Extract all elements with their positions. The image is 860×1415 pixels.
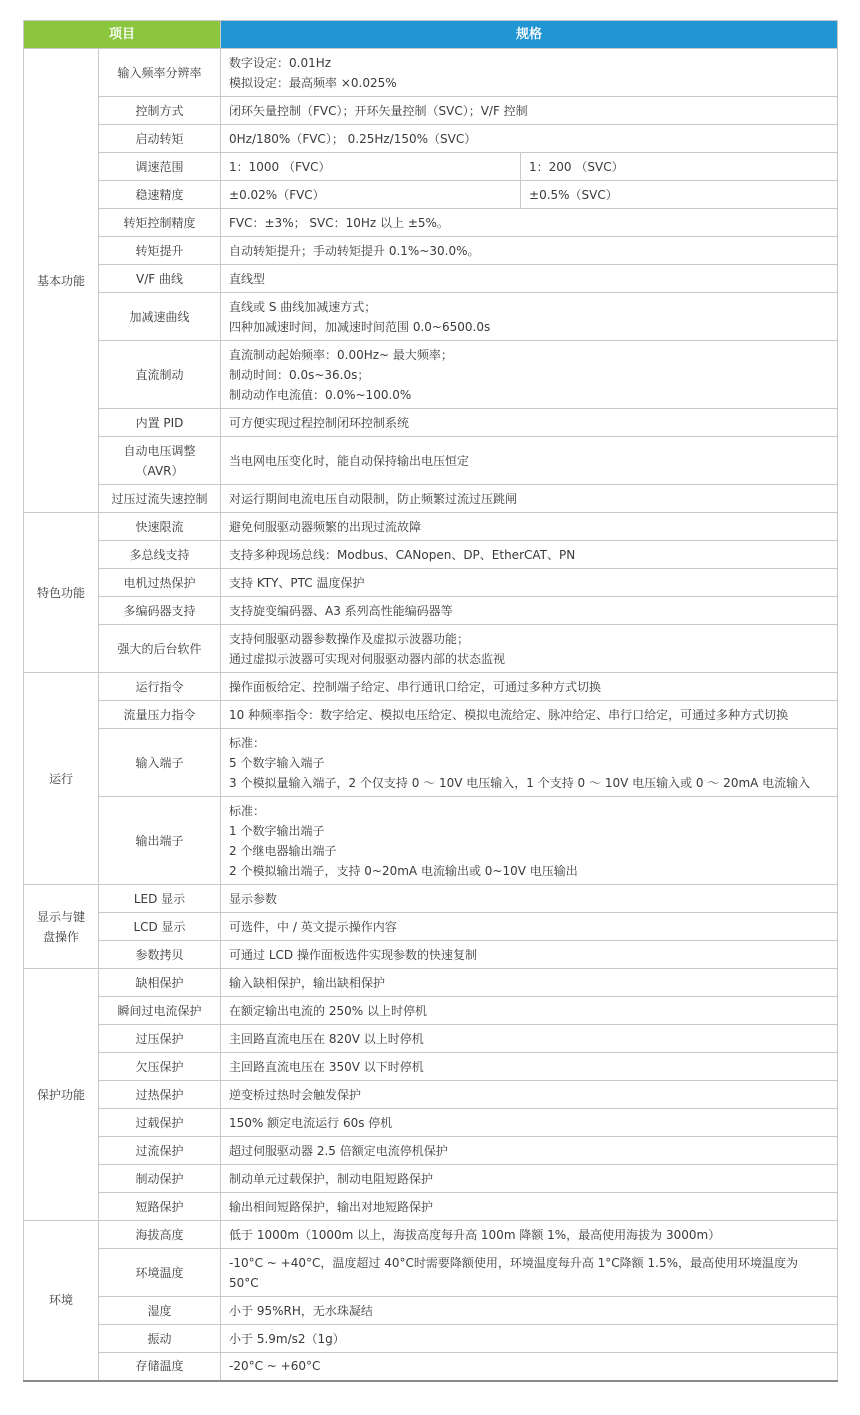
spec-value — [221, 1081, 838, 1109]
spec-value — [221, 1221, 838, 1249]
spec-table — [23, 20, 838, 1382]
item-label: 调速范围 — [99, 153, 221, 181]
spec-value — [221, 597, 838, 625]
spec-value — [221, 569, 838, 597]
group-label: 特色功能 — [24, 513, 99, 673]
table-row — [24, 969, 838, 997]
item-label: 控制方式 — [99, 97, 221, 125]
spec-value-line: 显示参数 — [229, 891, 278, 906]
spec-value-line: 支持旋变编码器、A3 系列高性能编码器等 — [229, 603, 453, 618]
spec-value-line: 支持 KTY、PTC 温度保护 — [229, 575, 365, 590]
item-label: 输出端子 — [99, 797, 221, 885]
group-label-line: 显示与键 — [36, 909, 85, 924]
spec-value — [221, 409, 838, 437]
spec-value-line: 2 个模拟输出端子，支持 0~20mA 电流输出或 0~10V 电压输出 — [229, 863, 578, 878]
table-row — [24, 701, 838, 729]
spec-body — [24, 49, 838, 1381]
table-row — [24, 1109, 838, 1137]
spec-value-svc: ±0.5%（SVC） — [521, 181, 838, 209]
spec-value-line: FVC：±3%； SVC：10Hz 以上 ±5%。 — [229, 215, 449, 230]
item-label-line: 自动电压调整 — [123, 443, 196, 458]
spec-value-line: 直线或 S 曲线加减速方式； — [229, 299, 377, 314]
spec-value-line: 标准： — [229, 803, 266, 818]
spec-value — [221, 1297, 838, 1325]
spec-value-line: 小于 95%RH，无水珠凝结 — [229, 1303, 373, 1318]
table-row — [24, 1325, 838, 1353]
table-row — [24, 1297, 838, 1325]
item-label: 电机过热保护 — [99, 569, 221, 597]
item-label: 快速限流 — [99, 513, 221, 541]
spec-value-line: 输入缺相保护，输出缺相保护 — [229, 975, 386, 990]
item-label: 多编码器支持 — [99, 597, 221, 625]
table-row — [24, 513, 838, 541]
spec-value-line: 四种加减速时间，加减速时间范围 0.0~6500.0s — [229, 319, 491, 334]
group-label: 基本功能 — [24, 49, 99, 513]
group-label: 运行 — [24, 673, 99, 885]
spec-value-line: 小于 5.9m/s2（1g） — [229, 1331, 345, 1346]
spec-value-line: 避免伺服驱动器频繁的出现过流故障 — [229, 519, 422, 534]
spec-value-line: 直流制动起始频率：0.00Hz~ 最大频率； — [229, 347, 453, 362]
item-label: V/F 曲线 — [99, 265, 221, 293]
table-row — [24, 209, 838, 237]
spec-value-line: 5 个数字输入端子 — [229, 755, 325, 770]
table-row — [24, 97, 838, 125]
item-label: 输入频率分辨率 — [99, 49, 221, 97]
spec-value — [221, 209, 838, 237]
spec-value — [221, 541, 838, 569]
spec-value-line: 150% 额定电流运行 60s 停机 — [229, 1115, 393, 1130]
item-label: 过压过流失速控制 — [99, 485, 221, 513]
table-row — [24, 1137, 838, 1165]
table-row — [24, 181, 838, 209]
table-row — [24, 885, 838, 913]
item-label: 强大的后台软件 — [99, 625, 221, 673]
spec-value-fvc: 1：1000 （FVC） — [221, 153, 521, 181]
spec-value — [221, 885, 838, 913]
spec-value-line: 输出相间短路保护，输出对地短路保护 — [229, 1199, 434, 1214]
item-label: 运行指令 — [99, 673, 221, 701]
header-item: 项目 — [24, 21, 221, 49]
item-label: 海拔高度 — [99, 1221, 221, 1249]
spec-value-line: 自动转矩提升；手动转矩提升 0.1%~30.0%。 — [229, 243, 480, 258]
item-label: 短路保护 — [99, 1193, 221, 1221]
spec-value-line: 超过伺服驱动器 2.5 倍额定电流停机保护 — [229, 1143, 448, 1158]
table-row — [24, 569, 838, 597]
spec-value — [221, 1165, 838, 1193]
header-spec: 规格 — [221, 21, 838, 49]
spec-value-line: 制动动作电流值：0.0%~100.0% — [229, 387, 412, 402]
spec-value — [221, 997, 838, 1025]
item-label: 制动保护 — [99, 1165, 221, 1193]
item-label: 环境温度 — [99, 1249, 221, 1297]
spec-value-line: 3 个模拟量输入端子，2 个仅支持 0 ～ 10V 电压输入，1 个支持 0 ～ 10V 电压输入或 0 ～ 20mA 电流输入 — [229, 775, 811, 790]
table-row — [24, 1249, 838, 1297]
item-label — [99, 437, 221, 485]
table-row — [24, 409, 838, 437]
item-label: 存储温度 — [99, 1353, 221, 1381]
item-label: 多总线支持 — [99, 541, 221, 569]
spec-value-line: 在额定输出电流的 250% 以上时停机 — [229, 1003, 427, 1018]
spec-value-line: 主回路直流电压在 350V 以下时停机 — [229, 1059, 424, 1074]
table-row — [24, 625, 838, 673]
item-label: 加减速曲线 — [99, 293, 221, 341]
spec-value-line: 通过虚拟示波器可实现对伺服驱动器内部的状态监视 — [229, 651, 506, 666]
table-row — [24, 997, 838, 1025]
table-row — [24, 673, 838, 701]
spec-value — [221, 1025, 838, 1053]
spec-value — [221, 485, 838, 513]
item-label: 过载保护 — [99, 1109, 221, 1137]
spec-value-line: 逆变桥过热时会触发保护 — [229, 1087, 362, 1102]
group-label-line: 盘操作 — [42, 929, 79, 944]
table-row — [24, 597, 838, 625]
table-row — [24, 293, 838, 341]
table-row — [24, 1193, 838, 1221]
group-label — [24, 885, 99, 969]
spec-value-line: 10 种频率指令：数字给定、模拟电压给定、模拟电流给定、脉冲给定、串行口给定，可通过多种方式切换 — [229, 707, 789, 722]
table-row — [24, 153, 838, 181]
spec-value — [221, 237, 838, 265]
item-label: 参数拷贝 — [99, 941, 221, 969]
table-row — [24, 797, 838, 885]
spec-value — [221, 729, 838, 797]
spec-value-fvc: ±0.02%（FVC） — [221, 181, 521, 209]
spec-value-line: 50°C — [229, 1275, 259, 1290]
item-label: 转矩控制精度 — [99, 209, 221, 237]
spec-value-line: 支持伺服驱动器参数操作及虚拟示波器功能； — [229, 631, 470, 646]
table-row — [24, 941, 838, 969]
spec-value-line: 支持多种现场总线：Modbus、CANopen、DP、EtherCAT、PN — [229, 547, 576, 562]
item-label: 稳速精度 — [99, 181, 221, 209]
group-label: 环境 — [24, 1221, 99, 1381]
table-row — [24, 1025, 838, 1053]
spec-value-line: 闭环矢量控制（FVC）；开环矢量控制（SVC）；V/F 控制 — [229, 103, 528, 118]
item-label: 湿度 — [99, 1297, 221, 1325]
spec-value — [221, 293, 838, 341]
spec-value-line: 制动时间：0.0s~36.0s； — [229, 367, 370, 382]
spec-value-line: 1 个数字输出端子 — [229, 823, 325, 838]
spec-value-line: 主回路直流电压在 820V 以上时停机 — [229, 1031, 424, 1046]
table-row — [24, 729, 838, 797]
table-row — [24, 237, 838, 265]
item-label: 过流保护 — [99, 1137, 221, 1165]
item-label: LED 显示 — [99, 885, 221, 913]
spec-value — [221, 49, 838, 97]
item-label: 内置 PID — [99, 409, 221, 437]
spec-value — [221, 125, 838, 153]
spec-value — [221, 969, 838, 997]
spec-value-line: 模拟设定：最高频率 ×0.025% — [229, 75, 397, 90]
spec-value — [221, 1193, 838, 1221]
spec-value-line: 2 个继电器输出端子 — [229, 843, 337, 858]
table-row — [24, 49, 838, 97]
table-row — [24, 265, 838, 293]
spec-value-line: -10°C ~ +40°C，温度超过 40°C时需要降额使用，环境温度每升高 1°C降额 1.5%，最高使用环境温度为 — [229, 1255, 798, 1270]
spec-value-line: 直线型 — [229, 271, 266, 286]
spec-value-line: 可选件，中 / 英文提示操作内容 — [229, 919, 397, 934]
item-label: 输入端子 — [99, 729, 221, 797]
spec-value-line: -20°C ~ +60°C — [229, 1359, 321, 1374]
spec-value-line: 可方便实现过程控制闭环控制系统 — [229, 415, 410, 430]
table-row — [24, 1053, 838, 1081]
item-label: 转矩提升 — [99, 237, 221, 265]
table-row — [24, 1081, 838, 1109]
spec-value-line: 标准： — [229, 735, 266, 750]
item-label: 欠压保护 — [99, 1053, 221, 1081]
spec-value — [221, 1353, 838, 1381]
spec-value — [221, 97, 838, 125]
spec-value-line: 可通过 LCD 操作面板选件实现参数的快速复制 — [229, 947, 477, 962]
spec-value — [221, 1109, 838, 1137]
item-label: LCD 显示 — [99, 913, 221, 941]
item-label: 振动 — [99, 1325, 221, 1353]
group-label: 保护功能 — [24, 969, 99, 1221]
item-label: 直流制动 — [99, 341, 221, 409]
spec-value-line: 操作面板给定、控制端子给定、串行通讯口给定，可通过多种方式切换 — [229, 679, 602, 694]
table-row — [24, 913, 838, 941]
spec-value — [221, 1249, 838, 1297]
spec-value — [221, 625, 838, 673]
spec-value — [221, 437, 838, 485]
spec-value-line: 数字设定：0.01Hz — [229, 55, 332, 70]
item-label: 启动转矩 — [99, 125, 221, 153]
spec-value — [221, 1137, 838, 1165]
spec-value — [221, 913, 838, 941]
item-label-line: （AVR） — [135, 463, 184, 478]
spec-value — [221, 1053, 838, 1081]
table-row — [24, 541, 838, 569]
spec-value-line: 对运行期间电流电压自动限制，防止频繁过流过压跳闸 — [229, 491, 518, 506]
item-label: 流量压力指令 — [99, 701, 221, 729]
header-row — [24, 21, 838, 49]
table-row — [24, 125, 838, 153]
item-label: 过压保护 — [99, 1025, 221, 1053]
spec-value-line: 制动单元过载保护，制动电阻短路保护 — [229, 1171, 434, 1186]
spec-value — [221, 797, 838, 885]
item-label: 缺相保护 — [99, 969, 221, 997]
spec-value — [221, 1325, 838, 1353]
spec-value — [221, 513, 838, 541]
spec-value — [221, 701, 838, 729]
spec-value — [221, 673, 838, 701]
spec-value — [221, 941, 838, 969]
item-label: 瞬间过电流保护 — [99, 997, 221, 1025]
table-row — [24, 485, 838, 513]
table-row — [24, 437, 838, 485]
spec-value — [221, 265, 838, 293]
table-row — [24, 1353, 838, 1381]
item-label: 过热保护 — [99, 1081, 221, 1109]
spec-value-line: 当电网电压变化时，能自动保持输出电压恒定 — [229, 453, 470, 468]
table-row — [24, 1165, 838, 1193]
spec-value-line: 0Hz/180%（FVC）； 0.25Hz/150%（SVC） — [229, 131, 477, 146]
table-row — [24, 1221, 838, 1249]
spec-value-line: 低于 1000m（1000m 以上，海拔高度每升高 100m 降额 1%，最高使用海拔为 3000m） — [229, 1227, 721, 1242]
table-row — [24, 341, 838, 409]
spec-value-svc: 1：200 （SVC） — [521, 153, 838, 181]
spec-value — [221, 341, 838, 409]
